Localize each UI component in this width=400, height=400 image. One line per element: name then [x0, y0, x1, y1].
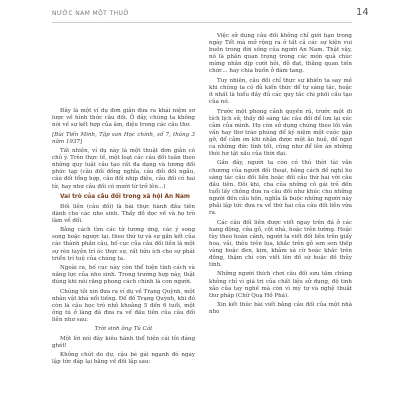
paragraph: Chúng tôi xin đưa ra ví dụ về Trạng Quỳnh, một nhân vật khá nổi tiếng. Đế đố Trạng Quỳnh, khi đó còn là cậu học trò nhỏ khoảng 5 đến 6 tuổi, một ông tú ở làng đã đưa ra vế đầu tiên của câu đối liễn như sau:: [52, 288, 195, 324]
left-column: [52, 108, 195, 368]
section-heading: Vai trò của câu đối trong xã hội An Nam: [60, 193, 190, 200]
paragraph: Gần đây, người ta còn có thú thời tài văn chương của người đối thoại, bằng cách đề nghị họ sáng tác câu đối liễn hoặc đối câu thứ hai với câu đầu tiên. Đôi khi, cha của những cô gái trẻ đến tuổi lấy chồng đưa ra câu đối như khúc chu những người đến cầu hôn, nghĩa là buộc những người này phải lập tức đưa ra vế thứ hai của câu đối liễn vừa ra.: [209, 160, 352, 217]
paragraph: Các câu đối liễn được viết ngay trên đá ở các hang động, cửa gỗ, cột nhà, hoặc trên tường. Hoặc tùy theo hoàn cảnh, người ta viết đối liễn trên giấy hoa, vải, thêu trên lụa, khắc trên gỗ sơn son thếp vàng hoặc đen, kim, khảm xà cừ hoặc khắc trên đồng, thậm chí còn viết lên đồ sứ hoặc đồ thủy tinh.: [209, 219, 352, 269]
paragraph: Bằng cách tìm các từ tương ứng, các ý song song hoặc ngược lại, theo thứ tự và sự gắn kết của các thành phần câu, bố cục của câu đối liễn là một sự rèn luyện trí óc thực sự, rất hữu ích cho sự phát triển trí tuệ của chúng ta.: [52, 227, 195, 262]
citation: [Bùi Tiến Minh, Tập san Học chính, số 7, tháng 3 năm 1937]: [52, 131, 195, 145]
running-head: NƯỚC NAM MỘT THUỞ: [52, 10, 130, 17]
paragraph: Đây là một ví dụ đơn giản đưa ra khái niệm sơ lược về hình thức câu đối. Ở đây, chúng ta không nói về sự kết hợp của âm, điệu trong các câu thơ.: [52, 108, 195, 129]
paragraph: Tất nhiên, ví dụ này là một thuật đơn giản có chủ ý. Trên thực tế, một loạt các câu đối tuân theo những quy luật câu tạo rất đa dạng và tương đối phức tạp (câu đối đồng nghĩa, câu đối đối ngẫu, câu đối tổng hợp, câu đối nhịp điệu, câu đối có hai từ, hay như câu đối có mười từ trở lên...): [52, 148, 195, 190]
paragraph: Những người thích chơi câu đối sưu tầm chúng không chỉ vì giá trị của chất liệu sử dụng, độ tinh xảo của tay nghề mà còn vì mỹ tự và nghệ thuật thư pháp (Chữ Quạ Hồ Phá).: [209, 271, 352, 299]
couplet-line: Trời sinh ông Tú Cát: [94, 326, 153, 333]
paragraph: Ngoài ra, bố cục này còn thể hiện tính cách và năng lực của nho sinh. Trong trường hợp này, thật đúng khi nói rằng phong cách chính là con người.: [52, 265, 195, 286]
paragraph: Không chút do dự, cậu bé gái ngạnh đó ngay lập tức đáp lại bằng vế đối lập sau:: [52, 351, 195, 366]
right-column: [209, 33, 352, 319]
paragraph: Xin kết thúc bài viết bằng câu đối của một nhà nho: [209, 302, 352, 316]
header-divider: [52, 22, 352, 23]
paragraph: Việc sử dụng câu đối không chỉ giới hạn trong ngày Tết mà mở rộng ra ở tất cả các sự kiện vui buồn trong đời sống của người An Nam. Thật vậy, nó là phần quan trọng trong các món quà chúc mừng nhân dịp cưới hỏi, đỗ đạt, thăng quan tiến chức... hay chia buồn ở đám tang.: [209, 33, 352, 75]
page-number: 14: [356, 7, 369, 18]
paragraph: Trước một phong cảnh quyến rũ, trước một di tích lịch sử, thấy đồ sáng tác câu đối để lưu lại xúc cảm của mình. Họ còn sử dụng chúng theo lối văn vần hay thơ trào phúng để ký niệm một cuộc gặp gỡ, để cảm ơn khi nhận được một ân huệ, để ngợi ca những đức tính tốt, cũng như để lên án những thói hư tật xấu của thời đại.: [209, 108, 352, 158]
paragraph: Một lời nói đây kiêu hãnh thể hiện cái tôi đáng ghét!: [52, 335, 195, 349]
paragraph: Tuy nhiên, câu đối chỉ thực sự khiến ta say mê khi chúng ta có đủ kiến thức để tự sáng tác, hoặc ít nhất là hiểu đầy đủ các quy tắc chi phối cấu tạo của nó.: [209, 77, 352, 106]
paragraph: Đối liễn (câu đối) là bài thực hành đầu tiên dành cho các nho sinh. Thấy đồ dọc về và họ trò làm về đối.: [52, 203, 195, 224]
